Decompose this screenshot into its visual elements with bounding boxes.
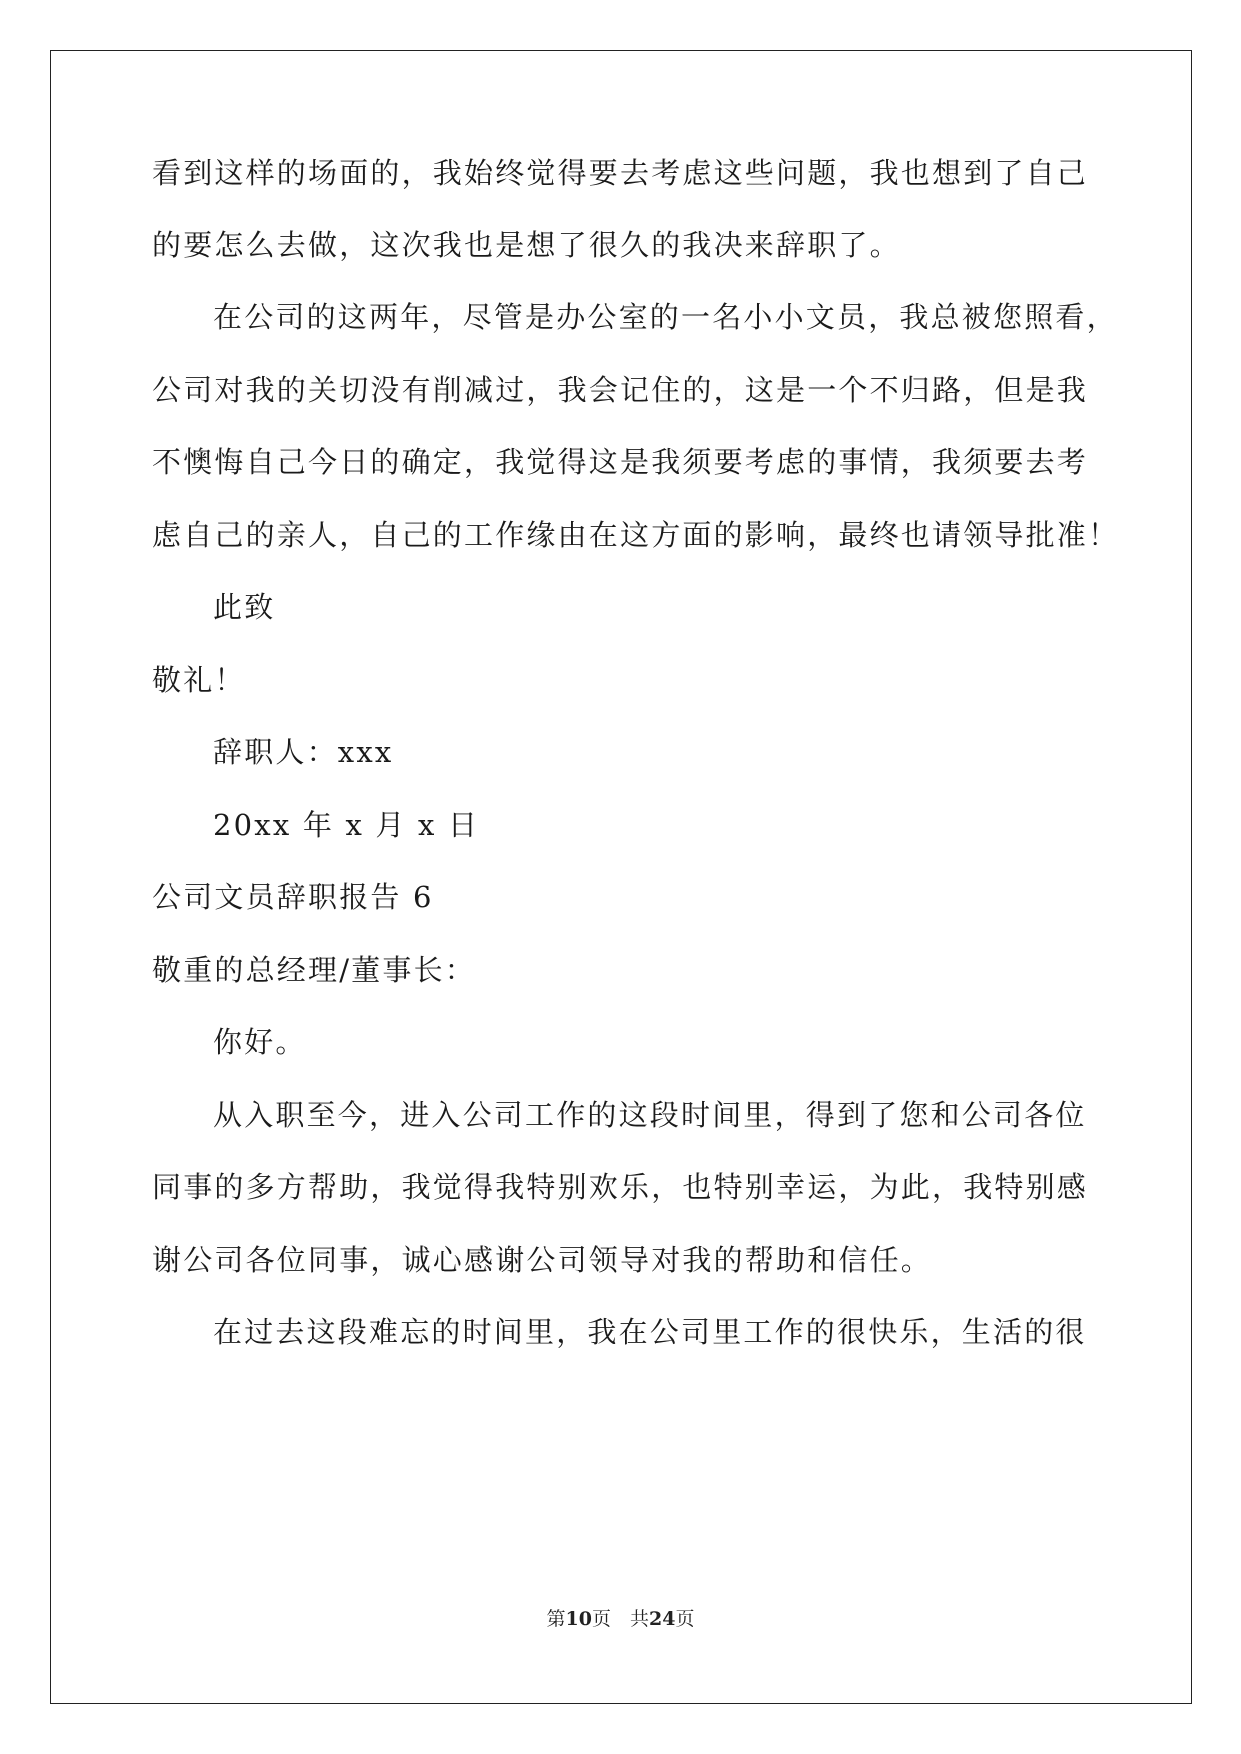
body-line-5: 不懊悔自己今日的确定，我觉得这是我须要考虑的事情，我须要去考: [152, 445, 1089, 479]
body-line-2: 的要怎么去做，这次我也是想了很久的我决来辞职了。: [152, 228, 901, 262]
footer-suffix: 页: [675, 1608, 695, 1630]
body-line-8: 同事的多方帮助，我觉得我特别欢乐，也特别幸运，为此，我特别感: [152, 1170, 1089, 1204]
body-line-10: 在过去这段难忘的时间里，我在公司里工作的很快乐，生活的很: [213, 1315, 1087, 1349]
salutation-line: 此致: [213, 590, 276, 624]
body-line-3: 在公司的这两年，尽管是办公室的一名小小文员，我总被您照看，: [213, 300, 1118, 334]
greeting-line: 你好。: [213, 1025, 307, 1059]
body-line-9: 谢公司各位同事，诚心感谢公司领导对我的帮助和信任。: [152, 1243, 933, 1277]
body-line-1: 看到这样的场面的，我始终觉得要去考虑这些问题，我也想到了自己: [152, 156, 1089, 190]
body-line-6: 虑自己的亲人，自己的工作缘由在这方面的影响，最终也请领导批准！: [152, 518, 1120, 552]
date-line: 20xx 年 x 月 x 日: [213, 808, 480, 842]
addressee-line: 敬重的总经理/董事长：: [152, 953, 476, 987]
footer-total-pages: 24: [649, 1608, 676, 1630]
regards-line: 敬礼！: [152, 663, 246, 697]
section-title: 公司文员辞职报告 6: [152, 880, 434, 914]
footer-current-page: 10: [565, 1608, 592, 1630]
body-line-4: 公司对我的关切没有削减过，我会记住的，这是一个不归路，但是我: [152, 373, 1089, 407]
body-line-7: 从入职至今，进入公司工作的这段时间里，得到了您和公司各位: [213, 1098, 1087, 1132]
signature-line: 辞职人：xxx: [213, 735, 394, 769]
footer-prefix: 第: [546, 1608, 566, 1630]
footer-middle: 页 共: [591, 1608, 649, 1630]
page-footer: [0, 1607, 1241, 1631]
